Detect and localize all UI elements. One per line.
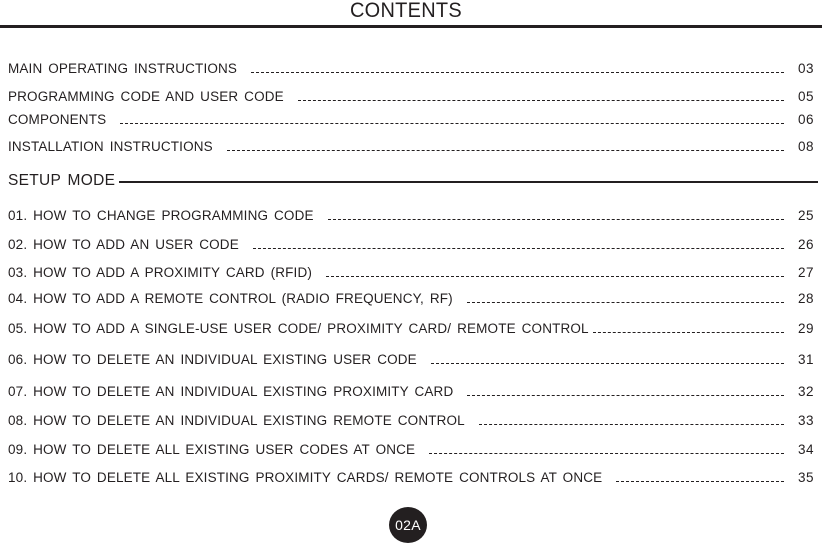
title-divider (0, 25, 822, 28)
toc-leader-dots (328, 219, 784, 220)
page-title: CONTENTS (349, 0, 463, 22)
toc-entry[interactable] (8, 441, 814, 459)
toc-entry-label: 08. HOW TO DELETE AN INDIVIDUAL EXISTING REMOTE CONTROL (8, 413, 465, 428)
toc-entry-page: 03 (797, 61, 814, 76)
toc-leader-dots (227, 150, 784, 151)
toc-entry[interactable] (8, 207, 814, 225)
toc-leader-dots (467, 395, 784, 396)
toc-entry-label: MAIN OPERATING INSTRUCTIONS (8, 61, 238, 76)
page-number-badge (389, 507, 427, 543)
toc-leader-dots (467, 302, 784, 303)
section-title: SETUP MODE (8, 172, 116, 189)
toc-entry-page: 27 (797, 265, 814, 280)
toc-leader-dots (593, 332, 784, 333)
toc-entry-label: 07. HOW TO DELETE AN INDIVIDUAL EXISTING PROXIMITY CARD (8, 384, 454, 399)
toc-entry-page: 06 (797, 112, 814, 127)
toc-entry[interactable] (8, 412, 814, 430)
toc-entry[interactable] (8, 138, 814, 156)
toc-leader-dots (120, 123, 784, 124)
toc-entry-label: 10. HOW TO DELETE ALL EXISTING PROXIMITY CARDS/ REMOTE CONTROLS AT ONCE (8, 470, 603, 485)
page-number: 02A (395, 517, 421, 533)
toc-entry-page: 28 (797, 291, 814, 306)
section-divider (119, 181, 818, 182)
toc-leader-dots (431, 363, 784, 364)
toc-entry[interactable] (8, 264, 814, 282)
toc-entry-page: 25 (797, 208, 814, 223)
section-heading (8, 171, 818, 191)
toc-entry-page: 26 (797, 237, 814, 252)
toc-entry-label: 09. HOW TO DELETE ALL EXISTING USER CODES AT ONCE (8, 442, 416, 457)
toc-entry-label: 02. HOW TO ADD AN USER CODE (8, 237, 239, 252)
toc-entry-page: 29 (797, 321, 814, 336)
toc-entry-label: INSTALLATION INSTRUCTIONS (8, 139, 213, 154)
toc-leader-dots (429, 453, 784, 454)
toc-entry[interactable] (8, 290, 814, 308)
toc-entry[interactable] (8, 111, 814, 129)
toc-entry-label: 06. HOW TO DELETE AN INDIVIDUAL EXISTING USER CODE (8, 352, 417, 367)
toc-leader-dots (479, 424, 784, 425)
toc-entry[interactable] (8, 60, 814, 78)
toc-entry-page: 34 (797, 442, 814, 457)
toc-entry-label: 04. HOW TO ADD A REMOTE CONTROL (RADIO FREQUENCY, RF) (8, 291, 453, 306)
toc-entry-page: 08 (797, 139, 814, 154)
toc-entry[interactable] (8, 320, 814, 338)
toc-entry-label: PROGRAMMING CODE AND USER CODE (8, 89, 284, 104)
toc-entry-page: 05 (797, 89, 814, 104)
toc-entry-label: 05. HOW TO ADD A SINGLE-USE USER CODE/ PROXIMITY CARD/ REMOTE CONTROL (8, 321, 589, 336)
toc-entry[interactable] (8, 469, 814, 487)
toc-leader-dots (251, 72, 784, 73)
toc-entry-label: 01. HOW TO CHANGE PROGRAMMING CODE (8, 208, 314, 223)
toc-entry-label: COMPONENTS (8, 112, 107, 127)
toc-entry-page: 32 (797, 384, 814, 399)
toc-entry-label: 03. HOW TO ADD A PROXIMITY CARD (RFID) (8, 265, 312, 280)
toc-leader-dots (326, 276, 784, 277)
toc-entry[interactable] (8, 383, 814, 401)
toc-entry[interactable] (8, 88, 814, 106)
toc-entry-page: 33 (797, 413, 814, 428)
toc-entry-page: 35 (797, 470, 814, 485)
toc-leader-dots (616, 481, 784, 482)
toc-leader-dots (253, 248, 784, 249)
toc-leader-dots (298, 100, 784, 101)
toc-entry-page: 31 (797, 352, 814, 367)
toc-entry[interactable] (8, 236, 814, 254)
toc-entry[interactable] (8, 351, 814, 369)
